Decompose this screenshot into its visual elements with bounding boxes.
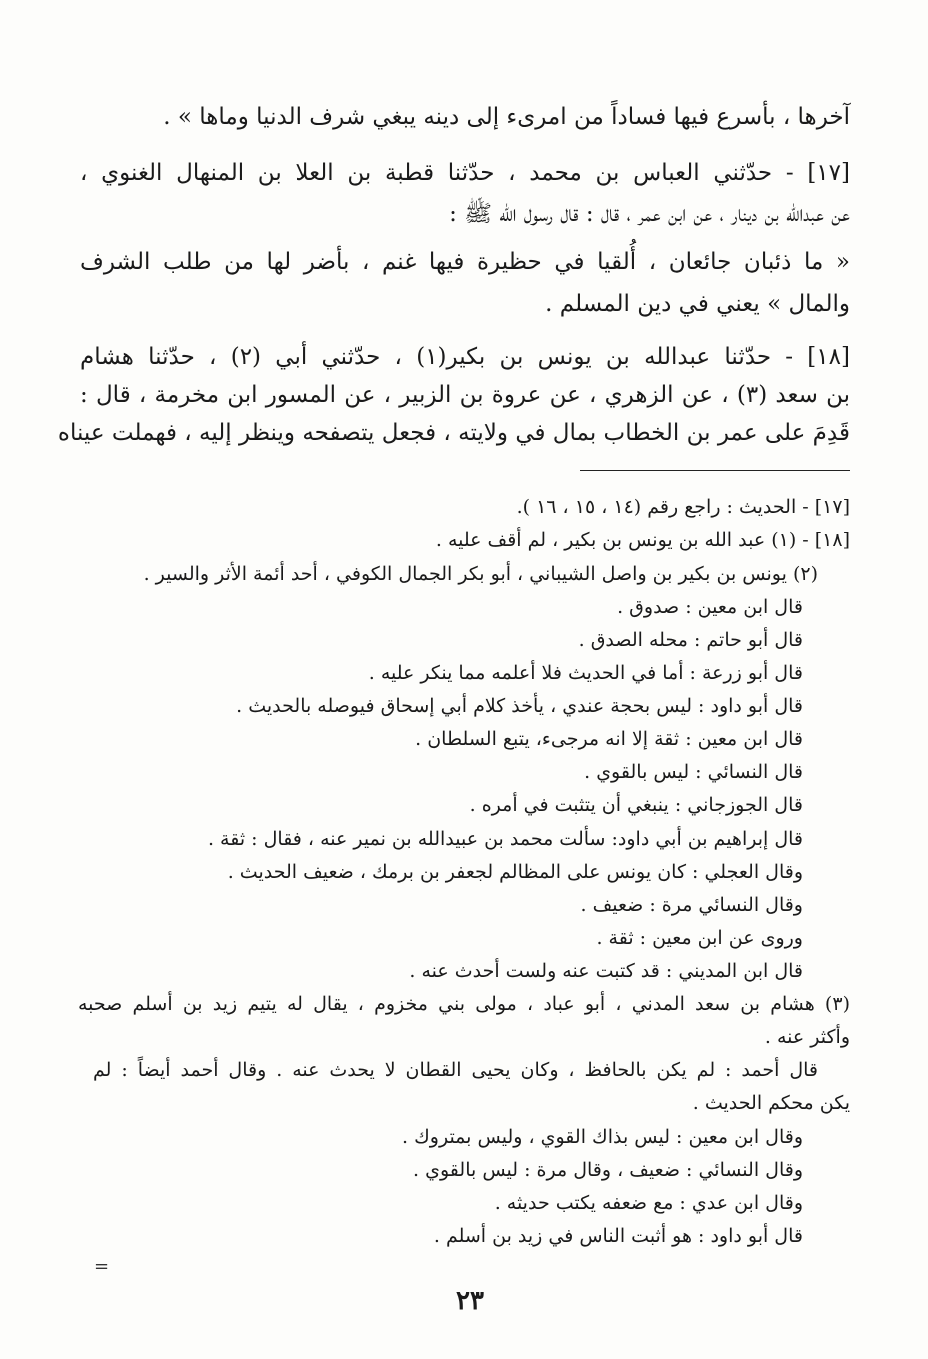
main-text-line: قَدِمَ على عمر بن الخطاب بمال في ولايته ، فجعل يتصفحه وينظر إليه ، فهملت عيناه xyxy=(57,420,850,446)
footnote-line: قال أبو داود : ليس بحجة عندي ، يأخذ كلام أبي إسحاق فيوصله بالحديث . xyxy=(236,695,803,717)
footnote-line: (٣) هشام بن سعد المدني ، أبو عباد ، مولى بني مخزوم ، يقال له يتيم زيد بن أسلم صحبه xyxy=(78,993,850,1015)
footnote-line: وقال ابن معين : ليس بذاك القوي ، وليس بمتروك . xyxy=(402,1126,803,1148)
footnote-line: قال ابن معين : صدوق . xyxy=(617,596,803,618)
main-text-line: « ما ذئبان جائعان ، أُلقيا في حظيرة فيها غنم ، بأضر لها من طلب الشرف xyxy=(80,249,850,275)
footnote-line: (٢) يونس بن بكير بن واصل الشيباني ، أبو بكر الجمال الكوفي ، أحد أئمة الأثر والسير . xyxy=(143,563,818,585)
footnote-line: قال أحمد : لم يكن بالحافظ ، وكان يحيى القطان لا يحدث عنه . وقال أحمد أيضاً : لم xyxy=(93,1059,818,1081)
footnote-line: وقال النسائي مرة : ضعيف . xyxy=(580,894,803,916)
footnote-line: قال النسائي : ليس بالقوي . xyxy=(584,761,803,783)
main-text-line: [١٨] - حدّثنا عبدالله بن يونس بن بكير(١) ، حدّثني أبي (٢) ، حدّثنا هشام xyxy=(80,344,850,370)
footnote-divider xyxy=(580,470,850,471)
footnote-line: وقال ابن عدي : مع ضعفه يكتب حديثه . xyxy=(494,1192,803,1214)
footnote-line: وأكثر عنه . xyxy=(764,1026,850,1048)
footnote-line: قال إبراهيم بن أبي داود: سألت محمد بن عبيدالله بن نمير عنه ، فقال : ثقة . xyxy=(207,828,803,850)
footnote-line: قال أبو داود : هو أثبت الناس في زيد بن أسلم . xyxy=(433,1225,803,1247)
footnote-line: قال أبو حاتم : محله الصدق . xyxy=(578,629,803,651)
footnote-line: وروى عن ابن معين : ثقة . xyxy=(596,927,803,949)
main-text-line: عن عبدالله بن دينار ، عن ابن عمر ، قال : قال رسول الله ﷺ : xyxy=(449,201,850,227)
main-text-line: بن سعد (٣) ، عن الزهري ، عن عروة بن الزبير ، عن المسور ابن مخرمة ، قال : xyxy=(80,382,850,408)
footnote-line: قال الجوزجاني : ينبغي أن يتثبت في أمره . xyxy=(469,794,803,816)
footnote-line: [١٧] - الحديث : راجع رقم (١٤ ، ١٥ ، ١٦ ). xyxy=(516,496,850,518)
footnote-line: قال ابن المديني : قد كتبت عنه ولست أحدث عنه . xyxy=(409,960,803,982)
main-text-line: والمال » يعني في دين المسلم . xyxy=(545,291,850,317)
margin-mark: = xyxy=(94,1256,110,1277)
footnote-line: [١٨] - (١) عبد الله بن يونس بن بكير ، لم أقف عليه . xyxy=(435,529,850,551)
footnote-line: قال ابن معين : ثقة إلا انه مرجىء، يتبع السلطان . xyxy=(415,728,803,750)
main-text-line: آخرها ، بأسرع فيها فساداً من امرىء إلى دينه يبغي شرف الدنيا وماها » . xyxy=(163,104,850,130)
footnote-line: يكن محكم الحديث . xyxy=(692,1092,850,1114)
page-number: ٢٣ xyxy=(456,1286,484,1316)
footnote-line: قال أبو زرعة : أما في الحديث فلا أعلمه مما ينكر عليه . xyxy=(368,662,803,684)
main-text-line: [١٧] - حدّثني العباس بن محمد ، حدّثنا قطبة بن العلا بن المنهال الغنوي ، xyxy=(80,160,850,186)
footnote-line: وقال العجلي : كان يونس على المظالم لجعفر بن برمك ، ضعيف الحديث . xyxy=(227,861,803,883)
footnote-line: وقال النسائي : ضعيف ، وقال مرة : ليس بالقوي . xyxy=(413,1159,803,1181)
